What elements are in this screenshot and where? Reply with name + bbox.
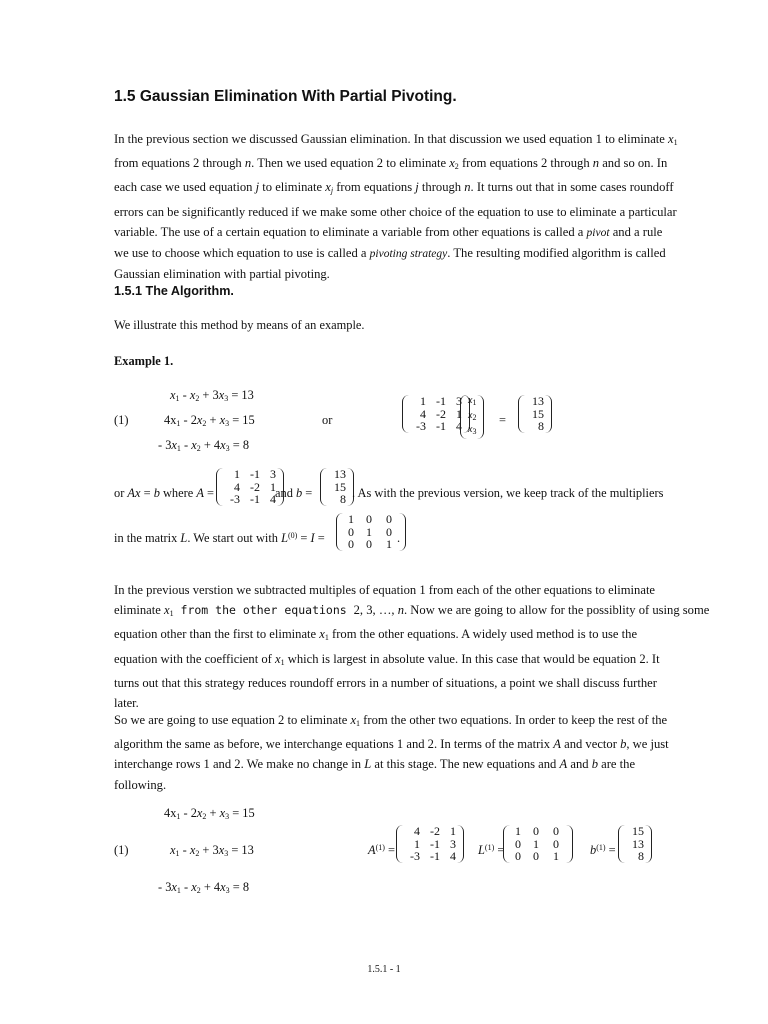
equation2-row-3: - $3x_1 - x_2 + 4x_3 = 8$ <box>158 880 250 895</box>
L-line-text: in the matrix L. We start out with $L^{(0)} = I$ = <box>114 531 325 545</box>
illustrate-text: We illustrate this method by means of an example. <box>114 318 365 332</box>
equation-row-1: $x_1 - x_2 + 3x_3 = 13$ <box>170 388 254 403</box>
equation2-row-2: $x_1 - x_2 + 3x_3 = 13$ <box>170 843 254 858</box>
vector-b: 13 15 8 <box>518 395 552 433</box>
subsection-title: 1.5.1 The Algorithm. <box>114 284 234 298</box>
section-title: 1.5 Gaussian Elimination With Partial Pivoting. <box>114 88 457 105</box>
matrix-L1: 1 0 0 0 1 0 0 0 1 <box>503 825 573 863</box>
L-line-end: . <box>397 531 401 545</box>
matrix-A: 1 -1 3 4 -2 1 -3 -1 4 <box>402 395 470 433</box>
vector-b1: 15 13 8 <box>618 825 652 863</box>
A1-label: $A^{(1)}$ = <box>368 843 395 857</box>
intro-paragraph: In the previous section we discussed Gaussian elimination. In that discussion we used equation 1 to eliminate $x_1$ from equations 2 through n. Then we used equation 2 to eliminate $x_2$ from equations 2 through n and so on. In each case we used equation j to eliminate $x_j$ from equations j through n. It turns out that in some cases roundoff errors can be significantly reduced if we make some other choice of the equation to use to eliminate a particular variable. The use of a certain equation to eliminate a variable from other equations is called a pivot and a rule we use to choose which equation to use is called a pivoting strategy. The resulting modified algorithm is called Gaussian elimination with partial pivoting. <box>114 132 678 282</box>
equation-number: (1) <box>114 413 129 427</box>
and-b-text: and b = <box>275 486 313 500</box>
equation-row-2: $4x_1 - 2x_2 + x_3 = 15$ <box>164 413 255 428</box>
or-word: or <box>322 413 333 427</box>
ax-line-text: or Ax = b where A = <box>114 486 215 500</box>
equation2-row-1: $4x_1 - 2x_2 + x_3 = 15$ <box>164 806 255 821</box>
page-footer: 1.5.1 - 1 <box>367 964 401 975</box>
b1-label: $b^{(1)}$ = <box>590 843 616 857</box>
identity-matrix: 1 0 0 0 1 0 0 0 1 <box>336 513 406 551</box>
matrix-A-inline: 1 -1 3 4 -2 1 -3 -1 4 <box>216 468 284 506</box>
example-title: Example 1. <box>114 354 174 368</box>
vector-x: $x_1$ $x_2$ $x_3$ <box>460 395 484 439</box>
multipliers-text: . As with the previous version, we keep track of the multipliers <box>352 486 664 500</box>
equation-number-2: (1) <box>114 843 129 857</box>
equals-sign: = <box>499 413 506 427</box>
paragraph-2: In the previous verstion we subtracted multiples of equation 1 from each of the other equations to eliminate eliminate $x_1$ from the other equations 2, 3, …, n. Now we are going to allow for the possiblity of using some equation other than the first to eliminate $x_1$ from the other equations. A widely used method is to use the equation with the coefficient of $x_1$ which is largest in absolute value. In this case that would be equation 2. It turns out that this strategy reduces roundoff errors in a number of situations, a point we shall discuss further later. <box>114 583 710 711</box>
L1-label: $L^{(1)}$ = <box>478 843 505 857</box>
paragraph-3: So we are going to use equation 2 to eliminate $x_1$ from the other two equations. In order to keep the rest of the algorithm the same as before, we interchange equations 1 and 2. In terms of the matrix A and vector b, we just interchange rows 1 and 2. We make no change in L at this stage. The new equations and A and b are the following. <box>114 713 669 792</box>
vector-b-inline: 13 15 8 <box>320 468 354 506</box>
matrix-A1: 4 -2 1 1 -1 3 -3 -1 4 <box>396 825 464 863</box>
equation-row-3: - $3x_1 - x_2 + 4x_3 = 8$ <box>158 438 250 453</box>
